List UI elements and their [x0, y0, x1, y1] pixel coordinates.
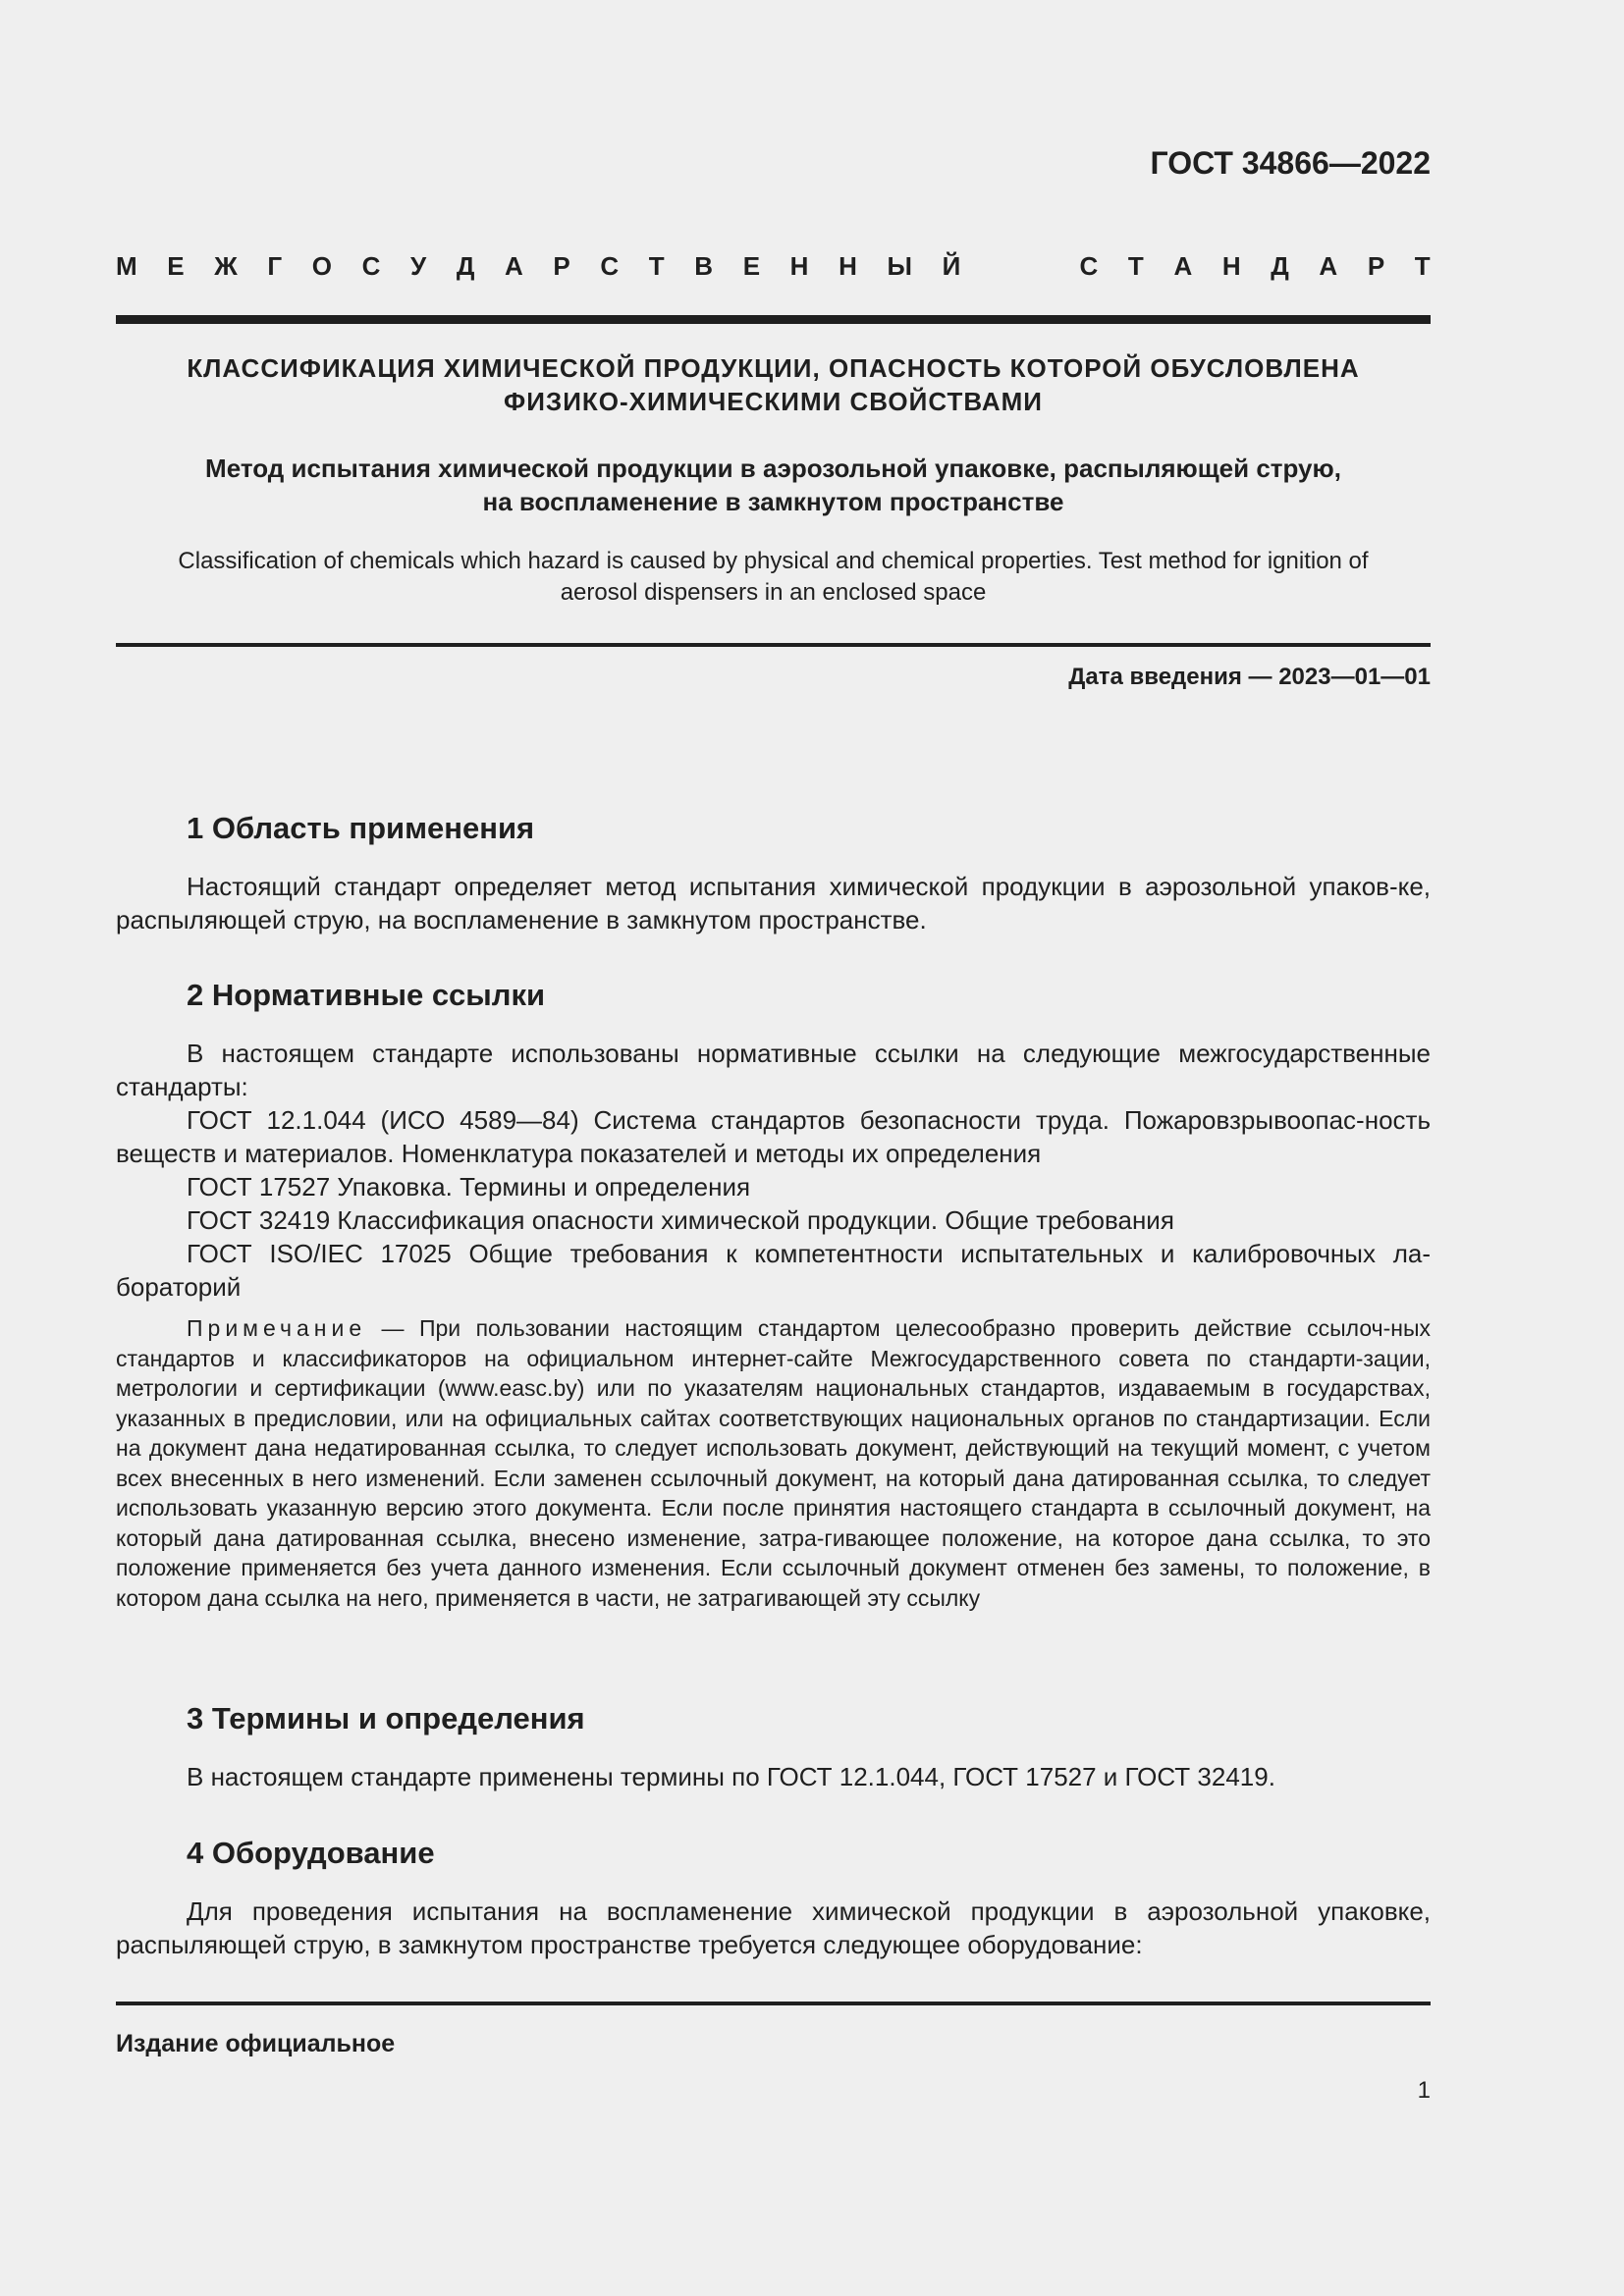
reference-item	[116, 1203, 1431, 1237]
banner-letter: Ж	[214, 251, 238, 281]
title-line: ФИЗИКО-ХИМИЧЕСКИМИ СВОЙСТВАМИ	[504, 387, 1043, 416]
banner-letter: С	[1079, 251, 1099, 281]
english-title	[116, 546, 1431, 609]
section-3-body: В настоящем стандарте применены термины по ГОСТ 12.1.044, ГОСТ 17527 и ГОСТ 32419.	[187, 1762, 1275, 1791]
banner-letter: Н	[1221, 251, 1241, 281]
banner-letter: О	[311, 251, 332, 281]
banner-letter: Д	[1271, 251, 1289, 281]
english-title-line: aerosol dispensers in an enclosed space	[560, 579, 987, 606]
banner-gap	[991, 251, 1050, 282]
banner-letter: Н	[789, 251, 809, 281]
subtitle-line: на воспламенение в замкнутом пространстве	[482, 487, 1064, 516]
banner-letter: Т	[1127, 251, 1144, 281]
document-subtitle	[116, 452, 1431, 518]
banner-letter: Р	[553, 251, 570, 281]
banner-letter: А	[505, 251, 523, 281]
page-number: 1	[1417, 2077, 1431, 2104]
section-4-heading: 4 Оборудование	[187, 1836, 435, 1870]
banner-letter: Д	[456, 251, 475, 281]
note-paragraph	[116, 1313, 1431, 1613]
title-line: КЛАССИФИКАЦИЯ ХИМИЧЕСКОЙ ПРОДУКЦИИ, ОПАСНОСТЬ КОТОРОЙ ОБУСЛОВЛЕНА	[187, 353, 1360, 383]
banner-letter: А	[1319, 251, 1338, 281]
section-4-text	[116, 1895, 1431, 1961]
banner-letter: Т	[648, 251, 665, 281]
banner-letter: С	[361, 251, 381, 281]
banner-letter: М	[116, 251, 137, 281]
note-text: — При пользовании настоящим стандартом целесообразно проверить действие ссылоч-ных стандартов и классификаторов на официальном интернет-сайте Межгосударственного совета по стандарти-зации, метрологии и сертификации (www.easc.by) или по указателям национальных стандартов, издаваемым в государствах, указанных в предисловии, или на официальных сайтах соответствующих национальных органов по стандартизации. Если на документ дана недатированная ссылка, то следует использовать документ, действующий на текущий момент, с учетом всех внесенных в него изменений. Если заменен ссылочный документ, на который дана датированная ссылка, то следует использовать указанную версию этого документа. Если после принятия настоящего стандарта в ссылочный документ, на который дана датированная ссылка, внесено изменение, затра-гивающее положение, на которое дана ссылка, то это положение применяется без учета данного изменения. Если ссылочный документ отменен без замены, то положение, в котором дана ссылка на него, применяется в части, не затрагивающей эту ссылку	[116, 1315, 1431, 1611]
note-label: Примечание	[187, 1315, 367, 1341]
banner-letter: В	[694, 251, 714, 281]
section-2-intro	[116, 1037, 1431, 1103]
section-1-heading: 1 Область применения	[187, 811, 535, 845]
reference-text: ГОСТ 32419 Классификация опасности химической продукции. Общие требования	[187, 1205, 1174, 1235]
section-3-heading: 3 Термины и определения	[187, 1701, 585, 1735]
header-divider	[116, 315, 1431, 324]
banner-letter: Ы	[887, 251, 912, 281]
reference-item	[116, 1103, 1431, 1170]
subtitle-line: Метод испытания химической продукции в аэрозольной упаковке, распыляющей струю,	[205, 454, 1341, 483]
english-title-line: Classification of chemicals which hazard is caused by physical and chemical properties. Test method for ignition of	[178, 548, 1369, 574]
banner-letter: А	[1173, 251, 1193, 281]
banner-letter: Т	[1414, 251, 1431, 281]
reference-text: ГОСТ ISO/IEC 17025 Общие требования к компетентности испытательных и калибровочных ла-бораторий	[116, 1239, 1431, 1302]
reference-text: ГОСТ 12.1.044 (ИСО 4589—84) Система стандартов безопасности труда. Пожаровзрывоопас-ность веществ и материалов. Номенклатура показателей и методы их определения	[116, 1105, 1431, 1168]
reference-item	[116, 1170, 1431, 1203]
banner-letter: Е	[742, 251, 761, 281]
banner-letter: У	[410, 251, 427, 281]
banner-letter: Е	[167, 251, 185, 281]
banner-letter: Й	[942, 251, 961, 281]
section-2-intro-text: В настоящем стандарте использованы нормативные ссылки на следующие межгосударственные стандарты:	[116, 1039, 1431, 1101]
official-edition-label: Издание официальное	[116, 2030, 396, 2057]
banner-letter: Р	[1367, 251, 1385, 281]
banner-letter: С	[600, 251, 620, 281]
banner-letter: Г	[267, 251, 283, 281]
reference-item	[116, 1237, 1431, 1304]
interstate-standard-banner	[116, 251, 1431, 282]
introduction-date: Дата введения — 2023—01—01	[1068, 664, 1431, 690]
banner-letter: Н	[839, 251, 857, 281]
section-4-body: Для проведения испытания на воспламенение химической продукции в аэрозольной упаковке, распыляющей струю, в замкнутом пространстве требуется следующее оборудование:	[116, 1896, 1431, 1959]
section-1-text	[116, 870, 1431, 936]
document-number: ГОСТ 34866—2022	[1150, 145, 1431, 181]
footer-divider	[116, 2002, 1431, 2005]
section-1-body: Настоящий стандарт определяет метод испытания химической продукции в аэрозольной упаков-ке, распыляющей струю, на воспламенение в замкнутом пространстве.	[116, 872, 1431, 934]
title-divider	[116, 643, 1431, 647]
section-2-heading: 2 Нормативные ссылки	[187, 978, 546, 1012]
document-title	[116, 351, 1431, 418]
reference-text: ГОСТ 17527 Упаковка. Термины и определения	[187, 1172, 751, 1201]
section-3-text	[116, 1760, 1431, 1793]
